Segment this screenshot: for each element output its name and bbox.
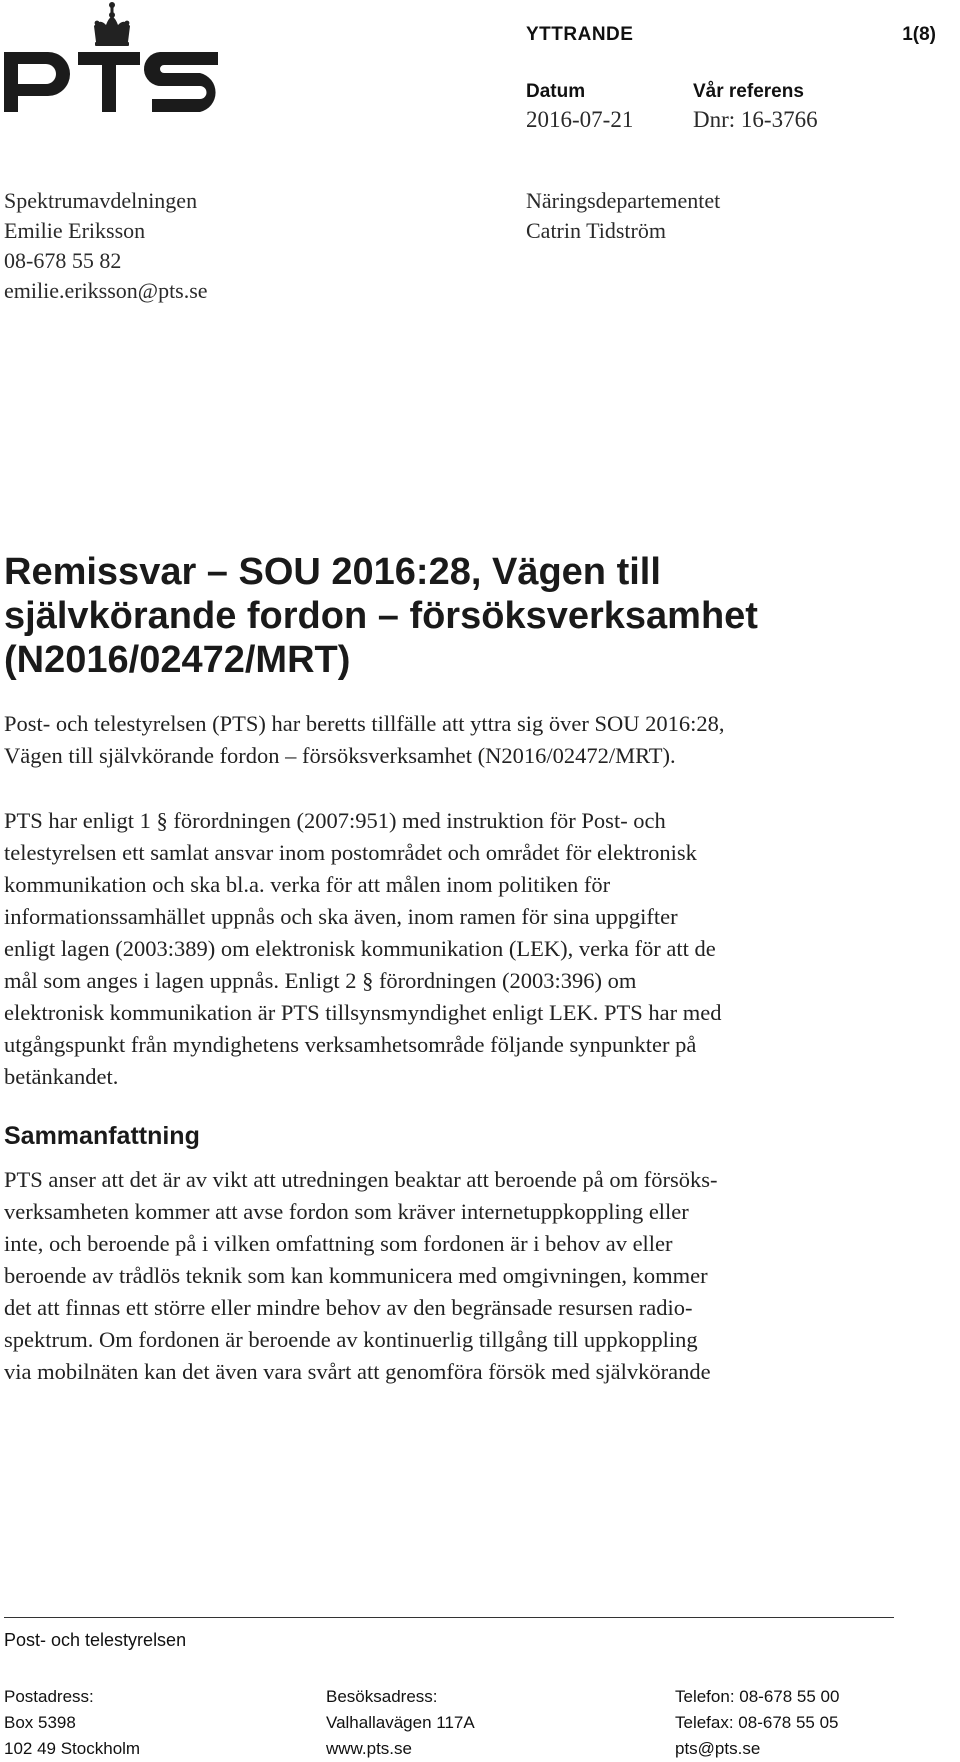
text-line: via mobilnäten kan det även vara svårt att genomföra försök med självkörande (4, 1359, 711, 1384)
visit-street: Valhallavägen 117A (326, 1713, 475, 1732)
summary-paragraph (4, 1164, 934, 1388)
crown-icon (94, 2, 130, 46)
visit-label: Besöksadress: (326, 1687, 438, 1706)
title-line: (N2016/02472/MRT) (4, 639, 351, 681)
text-line: verksamheten kommer att avse fordon som kräver internetuppkoppling eller (4, 1199, 689, 1224)
recipient-name: Catrin Tidström (526, 218, 666, 243)
document-type: YTTRANDE (526, 24, 634, 45)
text-line: kommunikation och ska bl.a. verka för att målen inom politiken för (4, 872, 611, 897)
intro-paragraph (4, 708, 934, 772)
sender-name: Emilie Eriksson (4, 218, 146, 243)
reference-label: Vår referens (693, 81, 804, 102)
text-line: beroende av trådlös teknik som kan kommunicera med omgivningen, kommer (4, 1263, 708, 1288)
text-line: inte, och beroende på i vilken omfattning som fordonen är i behov av eller (4, 1231, 673, 1256)
postal-city: 102 49 Stockholm (4, 1739, 141, 1758)
postal-label: Postadress: (4, 1687, 94, 1706)
sender-email: emilie.eriksson@pts.se (4, 278, 208, 303)
text-line: mål som anges i lagen uppnås. Enligt 2 § förordningen (2003:396) om (4, 968, 637, 993)
text-line: telestyrelsen ett samlat ansvar inom postområdet och området för elektronisk (4, 840, 697, 865)
text-line: PTS har enligt 1 § förordningen (2007:951) med instruktion för Post- och (4, 808, 666, 833)
document-title (4, 550, 924, 682)
footer-fax: Telefax: 08-678 55 05 (675, 1713, 839, 1732)
recipient-organization: Näringsdepartementet (526, 188, 721, 213)
text-line: Vägen till självkörande fordon – försöksverksamhet (N2016/02472/MRT). (4, 743, 676, 768)
sender-phone: 08-678 55 82 (4, 248, 122, 273)
date-label: Datum (526, 81, 586, 102)
reference-value: Dnr: 16-3766 (693, 107, 818, 132)
text-line: det att finnas ett större eller mindre behov av den begränsade resursen radio- (4, 1295, 693, 1320)
text-line: PTS anser att det är av vikt att utredningen beaktar att beroende på om försöks- (4, 1167, 718, 1192)
postal-box: Box 5398 (4, 1713, 76, 1732)
sender-block (4, 186, 208, 306)
text-line: Post- och telestyrelsen (PTS) har beretts tillfälle att yttra sig över SOU 2016:28, (4, 711, 725, 736)
mandate-paragraph (4, 805, 934, 1093)
text-line: informationssamhället uppnås och ska även, inom ramen för sina uppgifter (4, 904, 678, 929)
footer-email-link[interactable]: pts@pts.se (675, 1739, 761, 1758)
footer-contact (675, 1684, 839, 1762)
sender-department: Spektrumavdelningen (4, 188, 198, 213)
footer-visit-address (326, 1684, 475, 1762)
website-link[interactable]: www.pts.se (326, 1739, 412, 1758)
footer-divider (4, 1617, 894, 1618)
footer-organization: Post- och telestyrelsen (4, 1630, 187, 1650)
text-line: utgångspunkt från myndighetens verksamhetsområde följande synpunkter på (4, 1032, 697, 1057)
text-line: elektronisk kommunikation är PTS tillsynsmyndighet enligt LEK. PTS har med (4, 1000, 722, 1025)
title-line: självkörande fordon – försöksverksamhet (4, 595, 758, 637)
pts-crown-logo (4, 0, 220, 118)
summary-heading: Sammanfattning (4, 1122, 200, 1150)
text-line: enligt lagen (2003:389) om elektronisk kommunikation (LEK), verka för att de (4, 936, 716, 961)
page-count: 1(8) (902, 24, 936, 45)
footer-phone: Telefon: 08-678 55 00 (675, 1687, 840, 1706)
logo-letters (4, 52, 218, 112)
text-line: betänkandet. (4, 1064, 119, 1089)
date-value: 2016-07-21 (526, 107, 634, 132)
footer-postal-address (4, 1684, 140, 1762)
title-line: Remissvar – SOU 2016:28, Vägen till (4, 551, 661, 593)
recipient-block (526, 186, 720, 246)
text-line: spektrum. Om fordonen är beroende av kontinuerlig tillgång till uppkoppling (4, 1327, 698, 1352)
